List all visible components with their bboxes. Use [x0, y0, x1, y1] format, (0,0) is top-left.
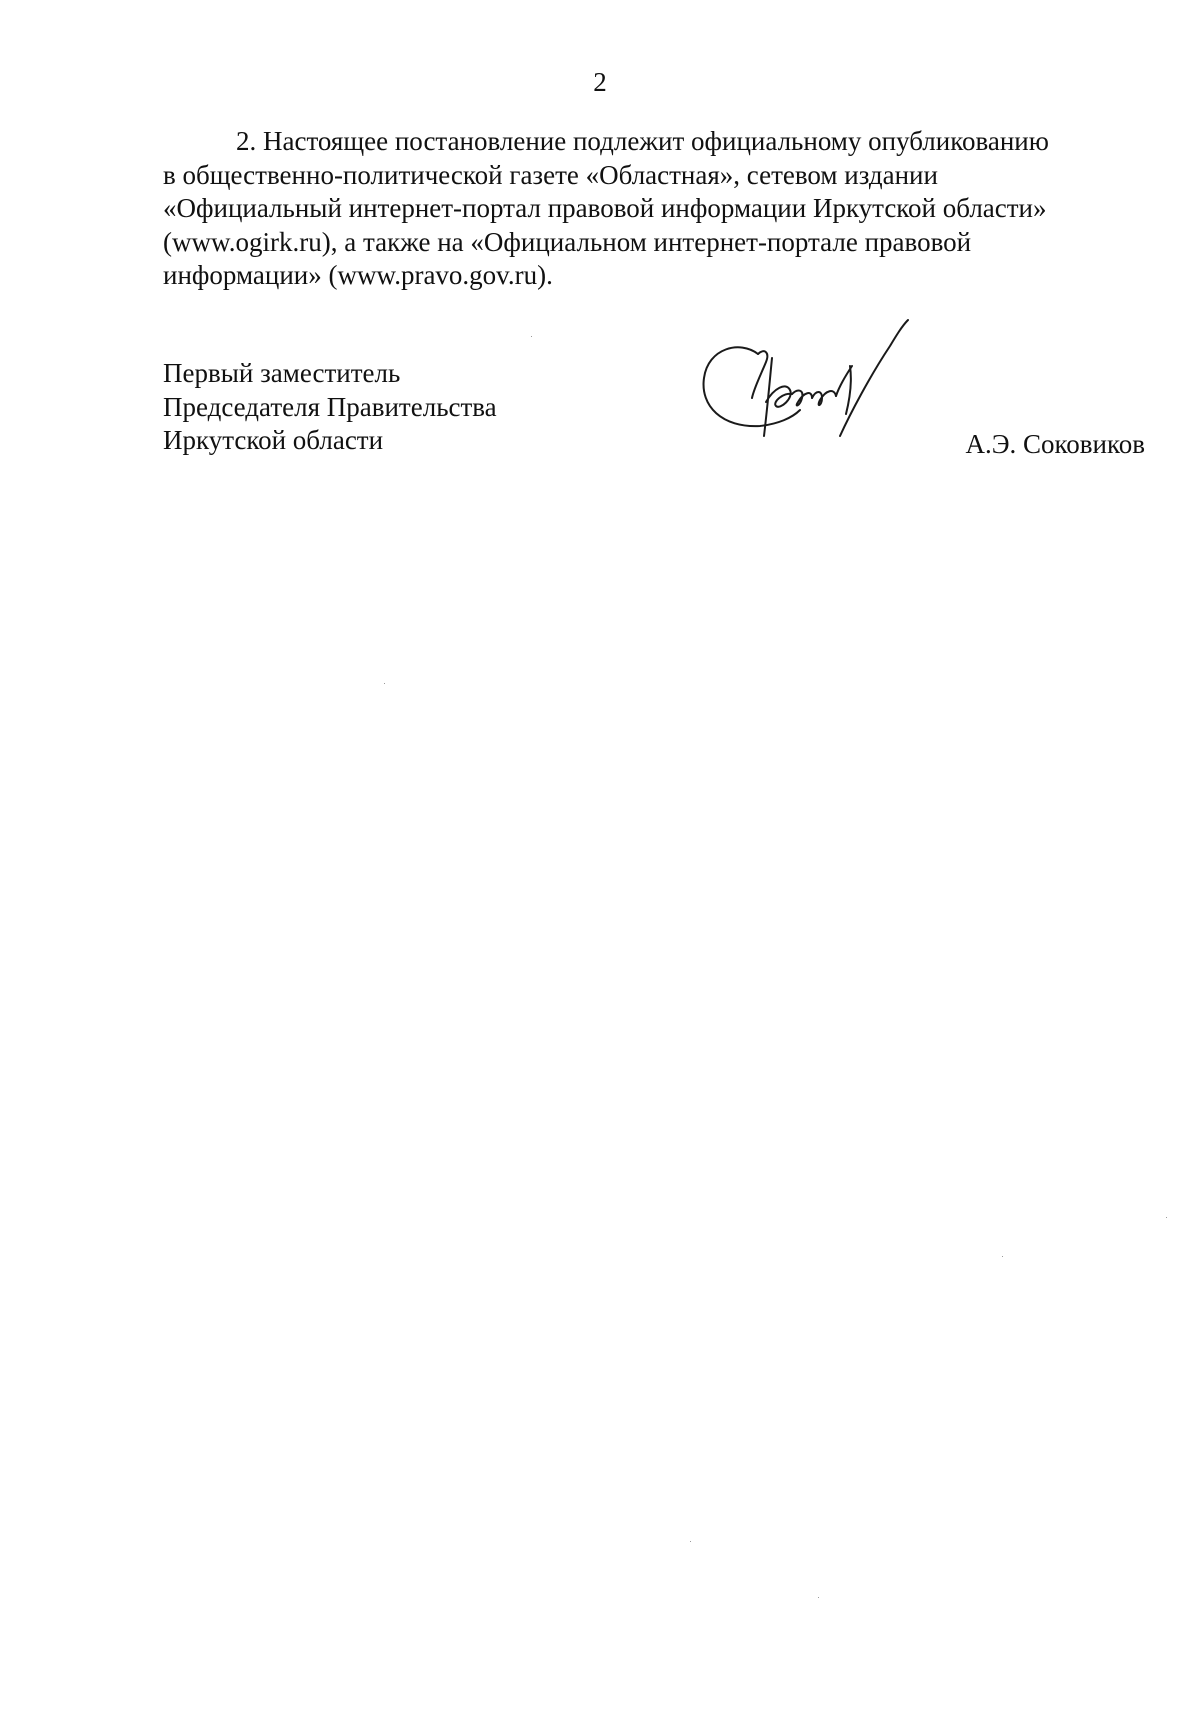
word: газете	[509, 159, 579, 190]
word: интернет-портале	[653, 226, 858, 257]
word: области»	[942, 193, 1047, 223]
word: информации	[660, 193, 807, 223]
position-word: Первый	[163, 358, 254, 388]
word: официальному	[691, 126, 862, 156]
word: опубликованию	[868, 126, 1049, 156]
position-line	[163, 357, 525, 391]
scan-speck	[384, 683, 385, 684]
position-line: Иркутской области	[163, 425, 384, 455]
word: также	[362, 226, 431, 257]
word: в	[163, 159, 176, 190]
paragraph-publication	[163, 125, 1145, 293]
word: Иркутской	[812, 193, 936, 223]
word: общественно-политической	[182, 159, 503, 190]
handwritten-signature	[700, 318, 960, 458]
scan-speck	[818, 1597, 819, 1598]
word: интернет-портал	[348, 193, 541, 223]
word: 2. Настоящее	[236, 126, 389, 156]
word: (www.ogirk.ru),	[163, 226, 338, 257]
scan-speck	[1166, 1217, 1167, 1218]
word: «Официальном	[470, 226, 647, 257]
scan-speck	[531, 336, 532, 337]
word: сетевом	[746, 159, 838, 190]
signatory-name: А.Э. Соковиков	[965, 429, 1145, 459]
paragraph-line	[163, 226, 1145, 260]
word: правовой	[547, 193, 655, 223]
signature-block	[163, 357, 1145, 477]
word: на	[437, 226, 464, 257]
paragraph-line	[163, 192, 1145, 226]
word: «Областная»,	[585, 159, 741, 190]
word: «Официальный	[163, 193, 342, 223]
scan-speck	[690, 1541, 691, 1542]
word: подлежит	[572, 126, 685, 156]
signatory-position	[163, 357, 525, 458]
position-line: Председателя Правительства	[163, 391, 497, 422]
paragraph-line	[163, 125, 1145, 159]
page-number: 2	[593, 67, 607, 97]
position-word: заместитель	[260, 358, 401, 388]
paragraph-line	[163, 159, 1145, 193]
word: правовой	[864, 226, 972, 257]
scan-speck	[1002, 1256, 1003, 1257]
word: постановление	[394, 126, 567, 156]
paragraph-last-line: информации» (www.pravo.gov.ru).	[163, 260, 553, 290]
word: издании	[844, 159, 938, 190]
word: а	[344, 226, 357, 257]
